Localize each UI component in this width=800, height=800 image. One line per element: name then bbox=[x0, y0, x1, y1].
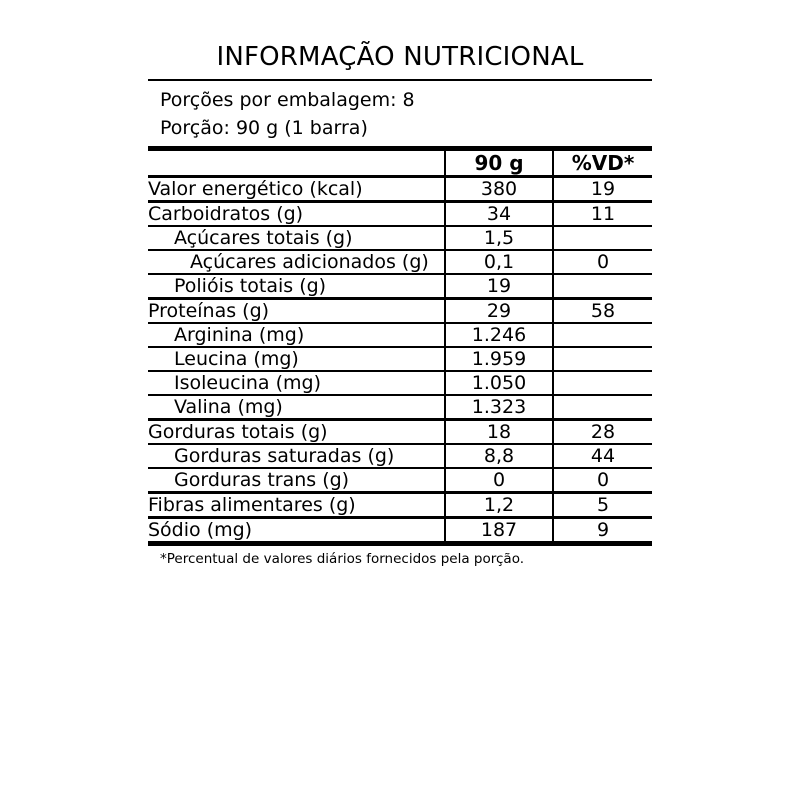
nutrient-amount: 0 bbox=[445, 468, 553, 493]
table-header-row bbox=[148, 151, 652, 177]
table-row bbox=[148, 202, 652, 227]
header-blank bbox=[148, 151, 445, 177]
table-row bbox=[148, 518, 652, 542]
serving-size: Porção: 90 g (1 barra) bbox=[160, 116, 368, 139]
nutrient-dv bbox=[553, 395, 652, 420]
nutrient-name: Gorduras totais (g) bbox=[148, 420, 445, 445]
nutrient-amount: 1.959 bbox=[445, 347, 553, 371]
nutrient-dv bbox=[553, 274, 652, 299]
nutrient-name: Valor energético (kcal) bbox=[148, 177, 445, 202]
nutrient-amount: 1.323 bbox=[445, 395, 553, 420]
table-row bbox=[148, 323, 652, 347]
servings-per-package: Porções por embalagem: 8 bbox=[160, 89, 415, 111]
nutrient-amount: 1.050 bbox=[445, 371, 553, 395]
nutrient-dv bbox=[553, 323, 652, 347]
nutrient-dv: 19 bbox=[553, 177, 652, 202]
nutrition-facts-panel bbox=[148, 42, 652, 569]
nutrient-amount: 29 bbox=[445, 299, 553, 324]
nutrient-name: Leucina (mg) bbox=[148, 347, 445, 371]
table-row bbox=[148, 250, 652, 274]
nutrient-name: Valina (mg) bbox=[148, 395, 445, 420]
nutrient-amount: 0,1 bbox=[445, 250, 553, 274]
table-row bbox=[148, 347, 652, 371]
nutrient-dv bbox=[553, 226, 652, 250]
table-row bbox=[148, 420, 652, 445]
nutrient-dv: 0 bbox=[553, 250, 652, 274]
nutrition-table bbox=[148, 151, 652, 541]
table-row bbox=[148, 395, 652, 420]
table-row bbox=[148, 371, 652, 395]
servings-block bbox=[148, 81, 652, 146]
nutrient-amount: 19 bbox=[445, 274, 553, 299]
nutrient-amount: 1,2 bbox=[445, 493, 553, 518]
nutrient-dv: 9 bbox=[553, 518, 652, 542]
nutrient-name: Gorduras trans (g) bbox=[148, 468, 445, 493]
nutrient-dv: 5 bbox=[553, 493, 652, 518]
nutrient-name: Proteínas (g) bbox=[148, 299, 445, 324]
nutrient-name: Açúcares adicionados (g) bbox=[148, 250, 445, 274]
nutrient-amount: 380 bbox=[445, 177, 553, 202]
nutrient-name: Isoleucina (mg) bbox=[148, 371, 445, 395]
footnote: *Percentual de valores diários fornecidos pela porção. bbox=[160, 551, 525, 568]
header-amount: 90 g bbox=[445, 151, 553, 177]
header-dv: %VD* bbox=[553, 151, 652, 177]
nutrient-amount: 34 bbox=[445, 202, 553, 227]
panel-title: INFORMAÇÃO NUTRICIONAL bbox=[216, 42, 584, 72]
nutrient-name: Açúcares totais (g) bbox=[148, 226, 445, 250]
nutrient-amount: 1,5 bbox=[445, 226, 553, 250]
nutrient-dv: 0 bbox=[553, 468, 652, 493]
nutrient-amount: 8,8 bbox=[445, 444, 553, 468]
nutrient-amount: 1.246 bbox=[445, 323, 553, 347]
nutrient-name: Carboidratos (g) bbox=[148, 202, 445, 227]
nutrient-amount: 18 bbox=[445, 420, 553, 445]
table-row bbox=[148, 177, 652, 202]
table-row bbox=[148, 493, 652, 518]
nutrient-name: Sódio (mg) bbox=[148, 518, 445, 542]
nutrient-dv bbox=[553, 347, 652, 371]
table-row bbox=[148, 444, 652, 468]
nutrient-name: Polióis totais (g) bbox=[148, 274, 445, 299]
nutrient-dv: 44 bbox=[553, 444, 652, 468]
table-row bbox=[148, 274, 652, 299]
nutrient-dv bbox=[553, 371, 652, 395]
nutrient-amount: 187 bbox=[445, 518, 553, 542]
nutrient-name: Gorduras saturadas (g) bbox=[148, 444, 445, 468]
table-row bbox=[148, 226, 652, 250]
table-row bbox=[148, 299, 652, 324]
table-row bbox=[148, 468, 652, 493]
nutrient-dv: 28 bbox=[553, 420, 652, 445]
nutrient-name: Arginina (mg) bbox=[148, 323, 445, 347]
nutrient-dv: 11 bbox=[553, 202, 652, 227]
nutrient-name: Fibras alimentares (g) bbox=[148, 493, 445, 518]
nutrient-dv: 58 bbox=[553, 299, 652, 324]
